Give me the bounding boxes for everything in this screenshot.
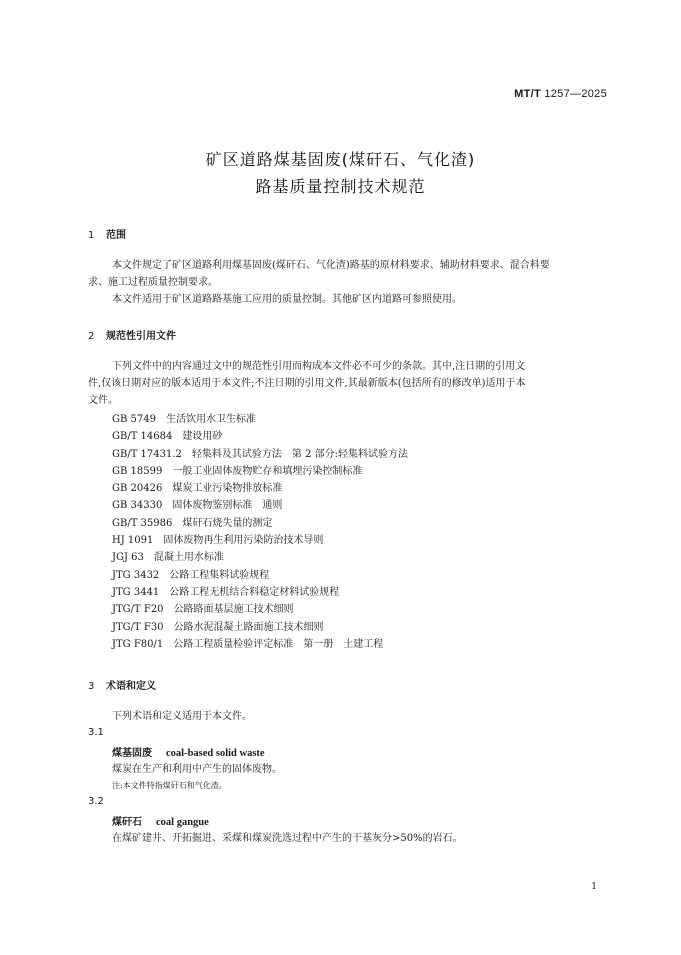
term-zh: 煤矸石 xyxy=(112,817,142,828)
refs-intro-line-3: 文件。 xyxy=(88,395,118,406)
reference-code: GB 18599 xyxy=(112,465,163,477)
reference-item xyxy=(112,410,408,427)
term-zh: 煤基固废 xyxy=(112,748,152,759)
standard-prefix: MT/T xyxy=(514,88,541,100)
section-2-number: 2 xyxy=(88,331,95,342)
term-heading xyxy=(112,744,265,759)
reference-title: 公路工程集料试验规程 xyxy=(169,569,270,581)
reference-item xyxy=(112,566,408,583)
reference-code: JTG 3432 xyxy=(112,569,160,581)
reference-title: 固体废物鉴别标准 通则 xyxy=(172,500,283,512)
reference-item xyxy=(112,496,408,513)
scope-para-1-line-2: 求、施工过程质量控制要求。 xyxy=(88,277,218,288)
section-1-number: 1 xyxy=(88,230,95,241)
term-heading xyxy=(112,813,209,828)
reference-code: JTG/T F30 xyxy=(112,621,164,633)
scope-para-1-line-1: 本文件规定了矿区道路利用煤基固废(煤矸石、气化渣)路基的原材料要求、辅助材料要求、混合料要 xyxy=(112,260,550,271)
reference-code: JTG F80/1 xyxy=(112,638,164,650)
term-definition: 煤炭在生产和利用中产生的固体废物。 xyxy=(112,764,282,775)
standard-number: 1257—2025 xyxy=(544,88,607,100)
reference-title: 公路工程无机结合料稳定材料试验规程 xyxy=(169,586,340,598)
reference-code: GB/T 35986 xyxy=(112,517,173,529)
document-title-line-2: 路基质量控制技术规范 xyxy=(255,177,426,196)
term-number: 3.1 xyxy=(88,727,104,738)
reference-title: 公路路面基层施工技术细则 xyxy=(173,604,294,616)
refs-intro-line-1: 下列文件中的内容通过文中的规范性引用而构成本文件必不可少的条款。其中,注日期的引用文 xyxy=(112,361,526,372)
normative-reference-list xyxy=(112,410,408,652)
reference-title: 轻集料及其试验方法 第 2 部分:轻集料试验方法 xyxy=(191,448,409,460)
reference-item xyxy=(112,479,408,496)
reference-item xyxy=(112,445,408,462)
reference-code: HJ 1091 xyxy=(112,535,154,547)
reference-title: 建设用砂 xyxy=(182,431,223,443)
reference-title: 公路工程质量检验评定标准 第一册 土建工程 xyxy=(173,638,384,650)
reference-item xyxy=(112,600,408,617)
reference-item xyxy=(112,462,408,479)
term-number: 3.2 xyxy=(88,796,104,807)
reference-title: 生活饮用水卫生标准 xyxy=(165,414,256,425)
reference-item xyxy=(112,618,408,635)
reference-item xyxy=(112,427,408,444)
reference-item xyxy=(112,548,408,565)
reference-code: JTG/T F20 xyxy=(112,604,164,616)
reference-code: GB/T 14684 xyxy=(112,431,173,443)
section-1-title: 范围 xyxy=(106,230,126,241)
reference-title: 固体废物再生利用污染防治技术导则 xyxy=(163,535,324,547)
reference-code: GB 34330 xyxy=(112,500,163,512)
term-en: coal-based solid waste xyxy=(166,748,265,759)
terms-intro: 下列术语和定义适用于本文件。 xyxy=(112,711,252,722)
section-3-number: 3 xyxy=(88,681,95,692)
document-title-line-1: 矿区道路煤基固废(煤矸石、气化渣) xyxy=(205,150,476,169)
section-3-title: 术语和定义 xyxy=(106,681,156,692)
page-number: 1 xyxy=(591,882,597,892)
reference-item xyxy=(112,531,408,548)
reference-item xyxy=(112,514,408,531)
reference-title: 一般工业固体废物贮存和填埋污染控制标准 xyxy=(172,465,363,477)
section-3-heading xyxy=(88,677,156,692)
reference-code: JTG 3441 xyxy=(112,586,160,598)
reference-code: GB/T 17431.2 xyxy=(112,448,182,460)
reference-code: GB 5749 xyxy=(112,414,156,425)
reference-code: JGJ 63 xyxy=(112,552,144,564)
reference-title: 混凝土用水标准 xyxy=(153,552,224,564)
term-en: coal gangue xyxy=(156,817,209,828)
reference-title: 煤矸石烧失量的测定 xyxy=(182,517,273,529)
reference-title: 公路水泥混凝土路面施工技术细则 xyxy=(173,621,324,633)
refs-intro-line-2: 件,仅该日期对应的版本适用于本文件;不注日期的引用文件,其最新版本(包括所有的修改单)适用于本 xyxy=(88,378,526,389)
section-2-heading xyxy=(88,327,176,342)
scope-para-2: 本文件适用于矿区道路路基施工应用的质量控制。其他矿区内道路可参照使用。 xyxy=(112,294,462,305)
term-note: 注:本文件特指煤矸石和气化渣。 xyxy=(112,781,227,790)
section-2-title: 规范性引用文件 xyxy=(106,331,176,342)
reference-title: 煤炭工业污染物排放标准 xyxy=(172,483,283,495)
reference-code: GB 20426 xyxy=(112,483,163,495)
reference-item xyxy=(112,635,408,652)
section-1-heading xyxy=(88,226,126,241)
standard-code xyxy=(514,88,607,100)
term-definition: 在煤矿建井、开拓掘进、采煤和煤炭洗选过程中产生的干基灰分>50%的岩石。 xyxy=(112,833,463,844)
reference-item xyxy=(112,583,408,600)
